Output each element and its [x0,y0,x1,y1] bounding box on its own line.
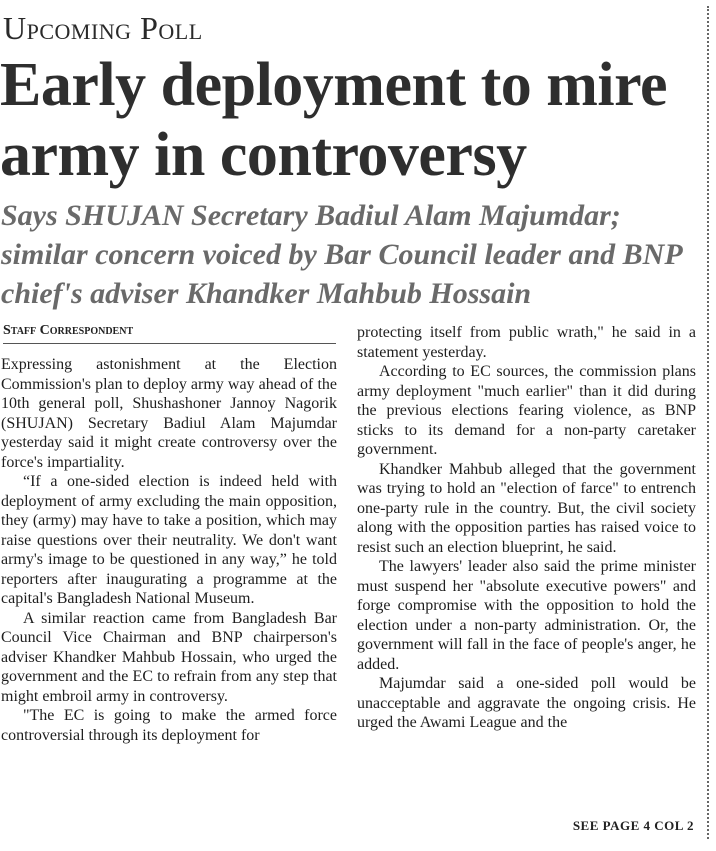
paragraph: Majumdar said a one-sided poll would be unacceptable and aggravate the ongoing crisis. He urged the Awami League and the [357,675,696,731]
article-column-right [357,323,696,733]
paragraph: The lawyers' leader also said the prime minister must suspend her "absolute executive powers" and forge compromise with the opposition to hold the election under a non-party administration. Or, the government will fall in the face of people's anger, he added. [357,558,696,673]
headline: Early deployment to mire army in controversy [0,51,668,189]
paragraph: Khandker Mahbub alleged that the government was trying to hold an "election of farce" to entrench one-party rule in the country. But, the civil society along with the opposition parties has raised voice to resist such an election blueprint, he said. [357,460,696,556]
paragraph: “If a one-sided election is indeed held with deployment of army excluding the main opposition, they (army) may have to take a position, which may raise questions over their neutrality. We don't want army's image to be questioned in any way,” he told reporters after inaugurating a programme at the capital's Bangladesh National Museum. [1,473,337,607]
paragraph: According to EC sources, the commission plans army deployment "much earlier" than it did during the previous elections fearing violence, as BNP sticks to its demand for a non-party caretaker government. [357,363,696,458]
byline: Staff Correspondent [3,323,336,344]
deck-subheadline: Says SHUJAN Secretary Badiul Alam Majumdar; similar concern voiced by Bar Council leader and BNP chief's adviser Khandker Mahbub Hossain [1,199,682,310]
paragraph: A similar reaction came from Bangladesh Bar Council Vice Chairman and BNP chairperson's adviser Khandker Mahbub Hossain, who urged the government and the EC to refrain from any step that might embroil army in controversy. [1,609,337,705]
paragraph: "The EC is going to make the armed force controversial through its deployment for [1,707,337,744]
jump-line: SEE PAGE 4 COL 2 [572,818,694,833]
column-rule-dotted [707,6,709,839]
article-column-left [1,355,337,745]
paragraph: Expressing astonishment at the Election Commission's plan to deploy army way ahead of the 10th general poll, Shushashoner Jannoy Nagorik (SHUJAN) Secretary Badiul Alam Majumdar yesterday said it might create controversy over the force's impartiality. [1,356,337,471]
kicker: Upcoming Poll [3,10,203,46]
paragraph: protecting itself from public wrath," he said in a statement yesterday. [357,324,696,361]
